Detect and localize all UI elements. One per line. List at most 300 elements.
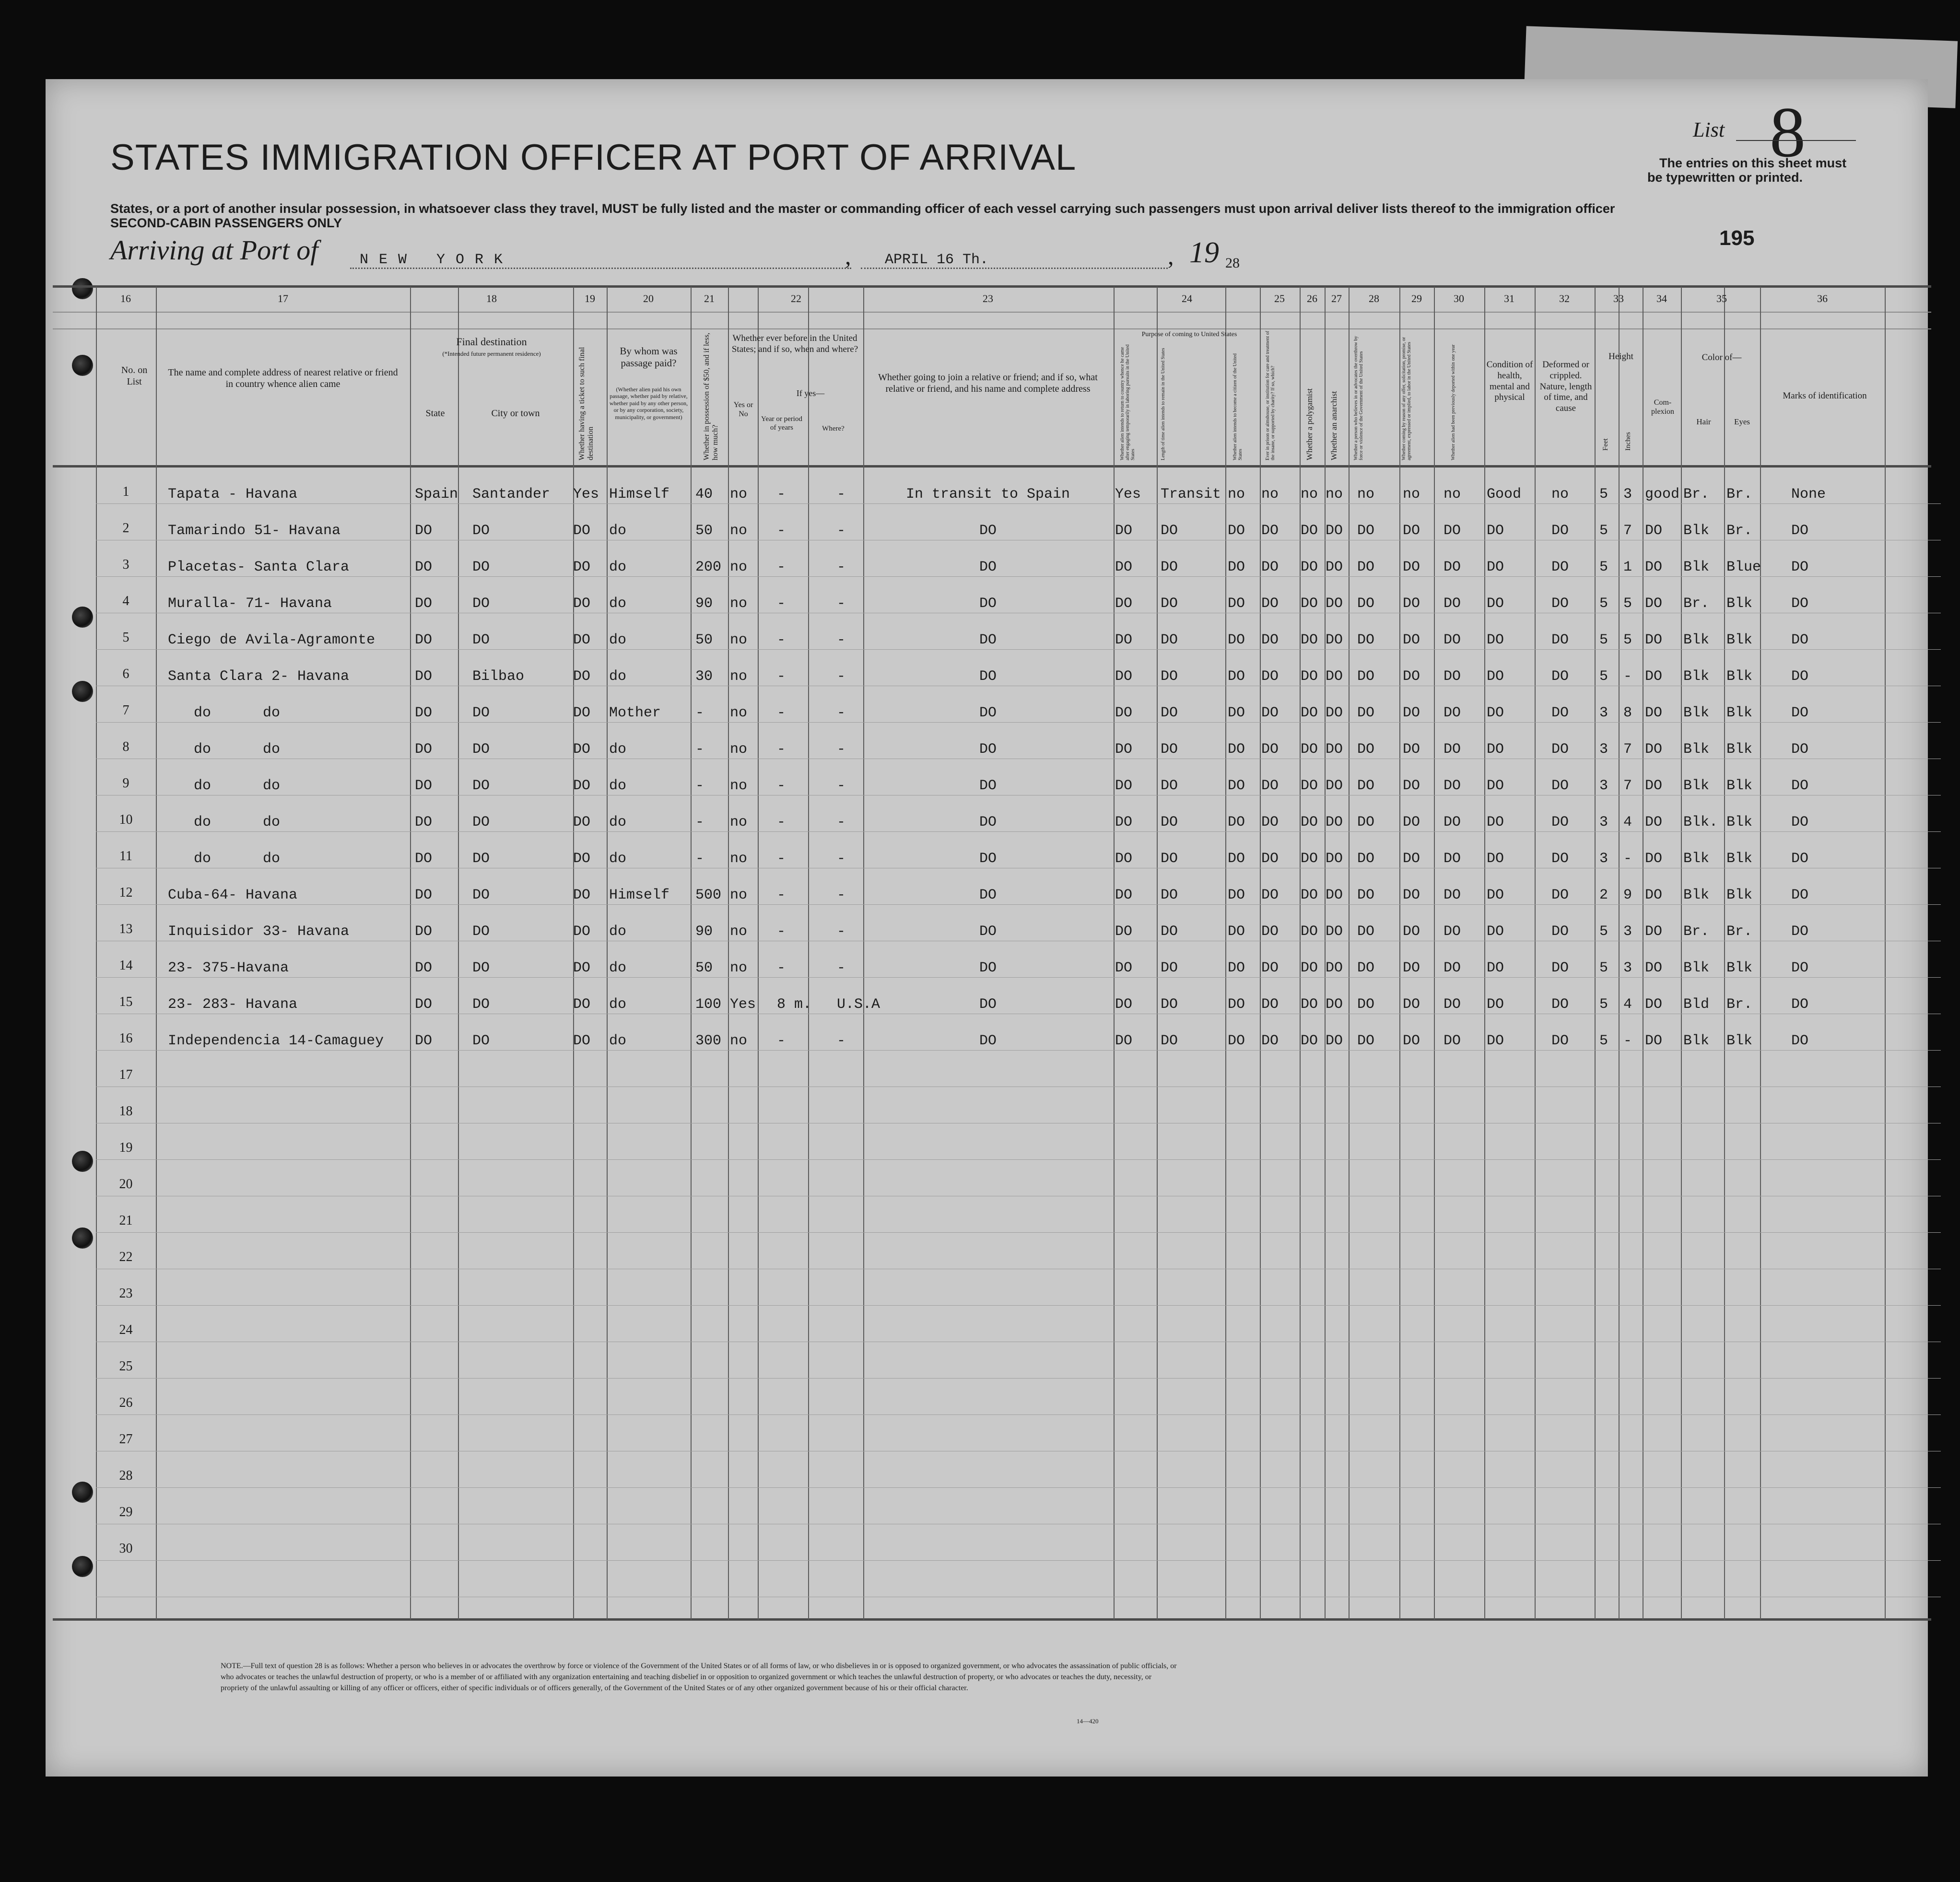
cell-join: DO [979,632,997,648]
cell-feet: 5 [1599,923,1608,940]
column-number: 27 [1331,292,1342,304]
header-purpose-citizen: Whether alien intends to become a citizen of the United States [1232,353,1243,460]
cell-money: 40 [695,486,713,503]
cell-state: DO [415,778,433,794]
cell-ticket: DO [573,668,591,685]
cell-p24a: DO [1115,632,1133,648]
cell-health: DO [1487,705,1504,721]
cell-p24a: DO [1115,741,1133,758]
cell-yn: no [730,523,748,539]
cell-paid: Mother [609,705,661,721]
cell-money: 500 [695,887,722,903]
cell-q26: DO [1301,996,1318,1013]
cell-hair: Blk [1683,523,1710,539]
header-purpose-length: Length of time alien intends to remain in the United States [1161,348,1166,460]
cell-feet: 5 [1599,960,1608,976]
cell-complexion: DO [1645,887,1663,903]
cell-deformed: DO [1551,523,1569,539]
cell-p24c: DO [1228,996,1245,1013]
column-rule [1114,287,1115,1620]
cell-q30: DO [1444,705,1461,721]
cell-q25: DO [1261,741,1279,758]
row-rule [96,1305,1941,1306]
cell-q28: DO [1357,705,1375,721]
cell-yr: 8 m. [777,996,812,1013]
cell-p24b: DO [1161,668,1178,685]
comma: , [845,243,851,269]
cell-deformed: DO [1551,632,1569,648]
cell-inches: 5 [1623,596,1632,612]
cell-p24c: DO [1228,814,1245,830]
cell-yr: - [777,559,786,575]
cell-feet: 5 [1599,668,1608,685]
cell-marks: DO [1791,778,1809,794]
row-number: 14 [119,958,133,973]
cell-q25: DO [1261,523,1279,539]
cell-yn: no [730,778,748,794]
column-number: 21 [704,292,715,304]
cell-marks: DO [1791,851,1809,867]
cell-p24b: DO [1161,596,1178,612]
cell-p24c: DO [1228,778,1245,794]
row-number: 23 [119,1286,133,1301]
cell-ticket: DO [573,559,591,575]
cell-complexion: DO [1645,814,1663,830]
cell-p24b: DO [1161,523,1178,539]
cell-p24a: DO [1115,1033,1133,1049]
cell-q25: DO [1261,887,1279,903]
cell-q26: DO [1301,814,1318,830]
cell-feet: 3 [1599,851,1608,867]
cell-q27: DO [1326,814,1343,830]
cell-addr: 23- 283- Havana [168,996,298,1013]
column-number: 26 [1307,292,1317,304]
cell-inches: 7 [1623,523,1632,539]
cell-p24c: DO [1228,632,1245,648]
cell-complexion: DO [1645,851,1663,867]
row-number: 1 [122,484,129,499]
cell-p24c: DO [1228,851,1245,867]
column-rule [1535,287,1536,1620]
cell-q29: DO [1403,960,1420,976]
column-rule [156,287,157,1620]
cell-p24b: DO [1161,960,1178,976]
cell-p24c: DO [1228,596,1245,612]
cell-inches: 8 [1623,705,1632,721]
cell-yn: no [730,559,748,575]
column-number: 33 [1613,292,1624,304]
row-rule [96,576,1941,577]
cell-p24b: DO [1161,705,1178,721]
cell-eyes: Blk [1726,960,1753,976]
cell-paid: do [609,632,627,648]
header-color-of: Color of— [1702,352,1742,362]
cell-q28: DO [1357,814,1375,830]
header-q30: Whether alien had been previously deported within one year [1451,344,1456,460]
cell-money: 90 [695,923,713,940]
cell-p24c: no [1228,486,1245,503]
cell-p24a: DO [1115,814,1133,830]
cell-paid: do [609,741,627,758]
cell-state: DO [415,923,433,940]
cell-inches: 7 [1623,778,1632,794]
cell-health: DO [1487,887,1504,903]
cell-ticket: DO [573,960,591,976]
column-rule [1619,287,1620,1620]
cell-health: DO [1487,851,1504,867]
cell-join: DO [979,559,997,575]
cell-city: DO [472,741,490,758]
cell-hair: Blk [1683,559,1710,575]
cell-join: DO [979,705,997,721]
row-rule [96,977,1941,978]
header-deformed: Deformed or crippled. Nature, length of time, and cause [1539,360,1592,414]
header-q29: Whether coming by reason of any offer, solicitation, promise, or agreement, expressed or implied, to labor in the United States [1401,337,1412,460]
cell-yn: no [730,851,748,867]
cell-q26: DO [1301,668,1318,685]
cell-eyes: Blue [1726,559,1761,575]
cell-money: 300 [695,1033,722,1049]
cell-q25: DO [1261,596,1279,612]
column-rule [1434,287,1435,1620]
cell-state: DO [415,996,433,1013]
cell-paid: do [609,960,627,976]
cell-q29: DO [1403,814,1420,830]
cell-state: DO [415,668,433,685]
cell-q30: DO [1444,887,1461,903]
row-number: 10 [119,812,133,827]
cell-money: - [695,705,704,721]
column-rule [458,287,459,1620]
cell-yr: - [777,668,786,685]
cell-health: DO [1487,632,1504,648]
row-rule [96,1159,1941,1160]
cell-inches: 4 [1623,996,1632,1013]
row-number: 7 [122,703,129,718]
cell-paid: do [609,668,627,685]
arrival-date: APRIL 16 Th. [885,252,989,268]
cell-join: DO [979,923,997,940]
cell-state: DO [415,887,433,903]
cell-p24b: DO [1161,632,1178,648]
cell-ticket: DO [573,814,591,830]
cell-q26: DO [1301,705,1318,721]
row-number: 30 [119,1541,133,1556]
cell-p24a: DO [1115,851,1133,867]
cell-marks: DO [1791,923,1809,940]
cell-deformed: DO [1551,778,1569,794]
cell-q30: DO [1444,996,1461,1013]
cell-q29: DO [1403,741,1420,758]
row-number: 2 [122,521,129,536]
cell-p24b: DO [1161,1033,1178,1049]
row-rule [96,503,1941,504]
cell-complexion: DO [1645,778,1663,794]
header-height: Height [1608,351,1633,362]
cell-p24a: DO [1115,705,1133,721]
cell-addr: Santa Clara 2- Havana [168,668,350,685]
row-number: 27 [119,1432,133,1447]
footer-note: NOTE.—Full text of question 28 is as follows: Whether a person who believes in or advocates the overthrow by force or violence of the Government of the United States or of all forms of law, or who disbelieves in or is opposed to organized government, or who advocates the assassination of public officials, or who advocates or teaches the unlawful destruction of property, or who is a member of or affiliated with any organization entertaining and teaching disbelief in or opposition to organized government or which teaches the unlawful destruction of property, or who advocates or teaches the duty, necessity, or propriety of the unlawful assaulting or killing of any officer or officers, either of specific individuals or of officers generally, of the Government of the United States or of any other organized government because of his or their official character. [221,1662,1177,1693]
cell-eyes: Blk [1726,814,1753,830]
cell-marks: DO [1791,705,1809,721]
row-number: 11 [119,849,132,864]
cell-q28: DO [1357,559,1375,575]
cell-hair: Blk [1683,851,1710,867]
cell-marks: DO [1791,741,1809,758]
cell-q29: DO [1403,559,1420,575]
cell-q30: DO [1444,632,1461,648]
header-anarchist: Whether an anarchist [1329,391,1338,460]
row-rule [96,831,1941,832]
cell-health: DO [1487,668,1504,685]
cell-join: DO [979,887,997,903]
column-rule [1349,287,1350,1620]
column-rule [1157,287,1158,1620]
column-number: 20 [643,292,654,304]
column-number: 19 [585,292,595,304]
cell-health: DO [1487,559,1504,575]
cell-where: - [837,668,846,685]
cell-health: DO [1487,741,1504,758]
cell-marks: DO [1791,559,1809,575]
column-rule [1399,287,1400,1620]
column-number: 25 [1274,292,1285,304]
cell-q27: DO [1326,960,1343,976]
cell-complexion: DO [1645,996,1663,1013]
header-passage-paid: By whom was passage paid? [620,345,678,369]
cell-deformed: DO [1551,814,1569,830]
row-number: 17 [119,1067,133,1082]
cell-addr: Ciego de Avila-Agramonte [168,632,376,648]
cell-inches: 3 [1623,923,1632,940]
colnum-rule [53,312,1931,313]
cell-q25: DO [1261,668,1279,685]
cell-yn: no [730,486,748,503]
cell-hair: Blk [1683,960,1710,976]
cell-join: DO [979,960,997,976]
cell-eyes: Blk [1726,778,1753,794]
row-number: 13 [119,922,133,936]
cell-q30: DO [1444,668,1461,685]
cell-paid: do [609,851,627,867]
cell-q27: DO [1326,887,1343,903]
cell-eyes: Br. [1726,923,1753,940]
row-number: 9 [122,776,129,791]
cell-q29: DO [1403,596,1420,612]
cell-q25: no [1261,486,1279,503]
cell-state: DO [415,741,433,758]
punch-hole [72,1151,93,1172]
cell-yn: no [730,632,748,648]
cell-p24b: DO [1161,923,1178,940]
cell-marks: None [1791,486,1826,503]
cell-complexion: DO [1645,596,1663,612]
cell-money: - [695,851,704,867]
cell-p24a: DO [1115,596,1133,612]
cell-where: - [837,523,846,539]
cell-complexion: DO [1645,632,1663,648]
cell-money: 50 [695,523,713,539]
cell-q25: DO [1261,1033,1279,1049]
cell-ticket: DO [573,741,591,758]
cell-p24a: DO [1115,668,1133,685]
cell-marks: DO [1791,632,1809,648]
cell-where: - [837,960,846,976]
cell-addr: Inquisidor 33- Havana [168,923,350,940]
cell-complexion: DO [1645,960,1663,976]
list-note: be typewritten or printed. [1647,170,1803,185]
cell-yr: - [777,596,786,612]
cell-eyes: Blk [1726,1033,1753,1049]
cell-state: DO [415,814,433,830]
cell-complexion: DO [1645,741,1663,758]
row-number: 26 [119,1395,133,1410]
punch-hole [72,1556,93,1577]
cell-city: DO [472,705,490,721]
cell-state: DO [415,523,433,539]
cell-inches: 3 [1623,960,1632,976]
row-number: 24 [119,1322,133,1337]
cell-addr: Cuba-64- Havana [168,887,298,903]
cell-p24b: DO [1161,887,1178,903]
cell-deformed: DO [1551,923,1569,940]
row-number: 25 [119,1359,133,1374]
cell-paid: Himself [609,887,670,903]
cell-join: DO [979,668,997,685]
cell-inches: 3 [1623,486,1632,503]
cell-q25: DO [1261,705,1279,721]
cell-where: - [837,705,846,721]
cell-p24a: DO [1115,887,1133,903]
header-final-destination: Final destination [456,336,527,348]
cell-city: DO [472,887,490,903]
cell-feet: 2 [1599,887,1608,903]
cell-health: DO [1487,1033,1504,1049]
cell-city: DO [472,596,490,612]
header-list-no: No. on List [121,365,148,387]
cell-inches: 4 [1623,814,1632,830]
cell-yr: - [777,523,786,539]
cell-feet: 5 [1599,1033,1608,1049]
cell-yr: - [777,486,786,503]
cell-yn: no [730,887,748,903]
cell-paid: do [609,923,627,940]
column-number: 16 [120,292,131,304]
cell-complexion: DO [1645,1033,1663,1049]
cell-deformed: DO [1551,559,1569,575]
cell-p24a: DO [1115,778,1133,794]
cell-join: DO [979,523,997,539]
cell-paid: do [609,559,627,575]
cell-feet: 3 [1599,814,1608,830]
cell-inches: 5 [1623,632,1632,648]
cell-where: - [837,887,846,903]
cell-q29: DO [1403,887,1420,903]
cell-ticket: DO [573,996,591,1013]
cell-paid: do [609,814,627,830]
cell-feet: 3 [1599,705,1608,721]
cell-q26: DO [1301,596,1318,612]
cell-q29: no [1403,486,1420,503]
header-join-relative: Whether going to join a relative or friend; and if so, what relative or friend, and his name and complete address [878,372,1098,394]
punch-hole [72,355,93,376]
cell-yn: no [730,668,748,685]
cell-q27: DO [1326,1033,1343,1049]
cell-health: Good [1487,486,1522,503]
header-purpose: Purpose of coming to United States [1141,331,1237,338]
column-rule [1885,287,1886,1620]
cell-eyes: Blk [1726,596,1753,612]
cell-deformed: DO [1551,705,1569,721]
cell-q26: DO [1301,960,1318,976]
cell-eyes: Br. [1726,996,1753,1013]
row-number: 15 [119,994,133,1009]
cell-complexion: DO [1645,705,1663,721]
cell-inches: 7 [1623,741,1632,758]
cell-city: DO [472,1033,490,1049]
header-eyes: Eyes [1734,417,1750,426]
cell-city: DO [472,851,490,867]
cell-inches: - [1623,668,1632,685]
cell-q30: DO [1444,523,1461,539]
cell-state: Spain [415,486,458,503]
cell-q29: DO [1403,705,1420,721]
cell-q26: DO [1301,1033,1318,1049]
row-number: 5 [122,630,129,645]
cell-yr: - [777,923,786,940]
row-rule [96,649,1941,650]
column-rule [728,287,729,1620]
header-hair: Hair [1696,417,1711,426]
cell-addr: do do [168,741,281,758]
cell-p24c: DO [1228,523,1245,539]
cell-ticket: Yes [573,486,599,503]
cell-p24c: DO [1228,741,1245,758]
column-number: 22 [791,292,801,304]
cell-yn: no [730,741,748,758]
column-number: 30 [1454,292,1464,304]
header-year-period: Year or period of years [761,415,802,432]
header-rule [53,328,1931,329]
cell-city: Santander [472,486,551,503]
cell-paid: do [609,523,627,539]
table-top-rule [53,285,1931,288]
table-bottom-rule [53,1618,1931,1621]
cell-p24a: DO [1115,523,1133,539]
cell-state: DO [415,1033,433,1049]
cell-marks: DO [1791,668,1809,685]
cell-city: DO [472,923,490,940]
cell-q30: DO [1444,851,1461,867]
cell-money: 50 [695,632,713,648]
cell-join: DO [979,851,997,867]
cell-where: - [837,596,846,612]
cell-health: DO [1487,923,1504,940]
cell-p24a: DO [1115,996,1133,1013]
cell-p24c: DO [1228,559,1245,575]
cell-q25: DO [1261,851,1279,867]
row-number: 16 [119,1031,133,1046]
cell-p24b: DO [1161,851,1178,867]
cell-inches: - [1623,1033,1632,1049]
row-number: 12 [119,885,133,900]
column-number: 31 [1504,292,1514,304]
list-label: List [1693,118,1725,141]
cell-p24a: DO [1115,559,1133,575]
cell-money: - [695,778,704,794]
cell-ticket: DO [573,887,591,903]
